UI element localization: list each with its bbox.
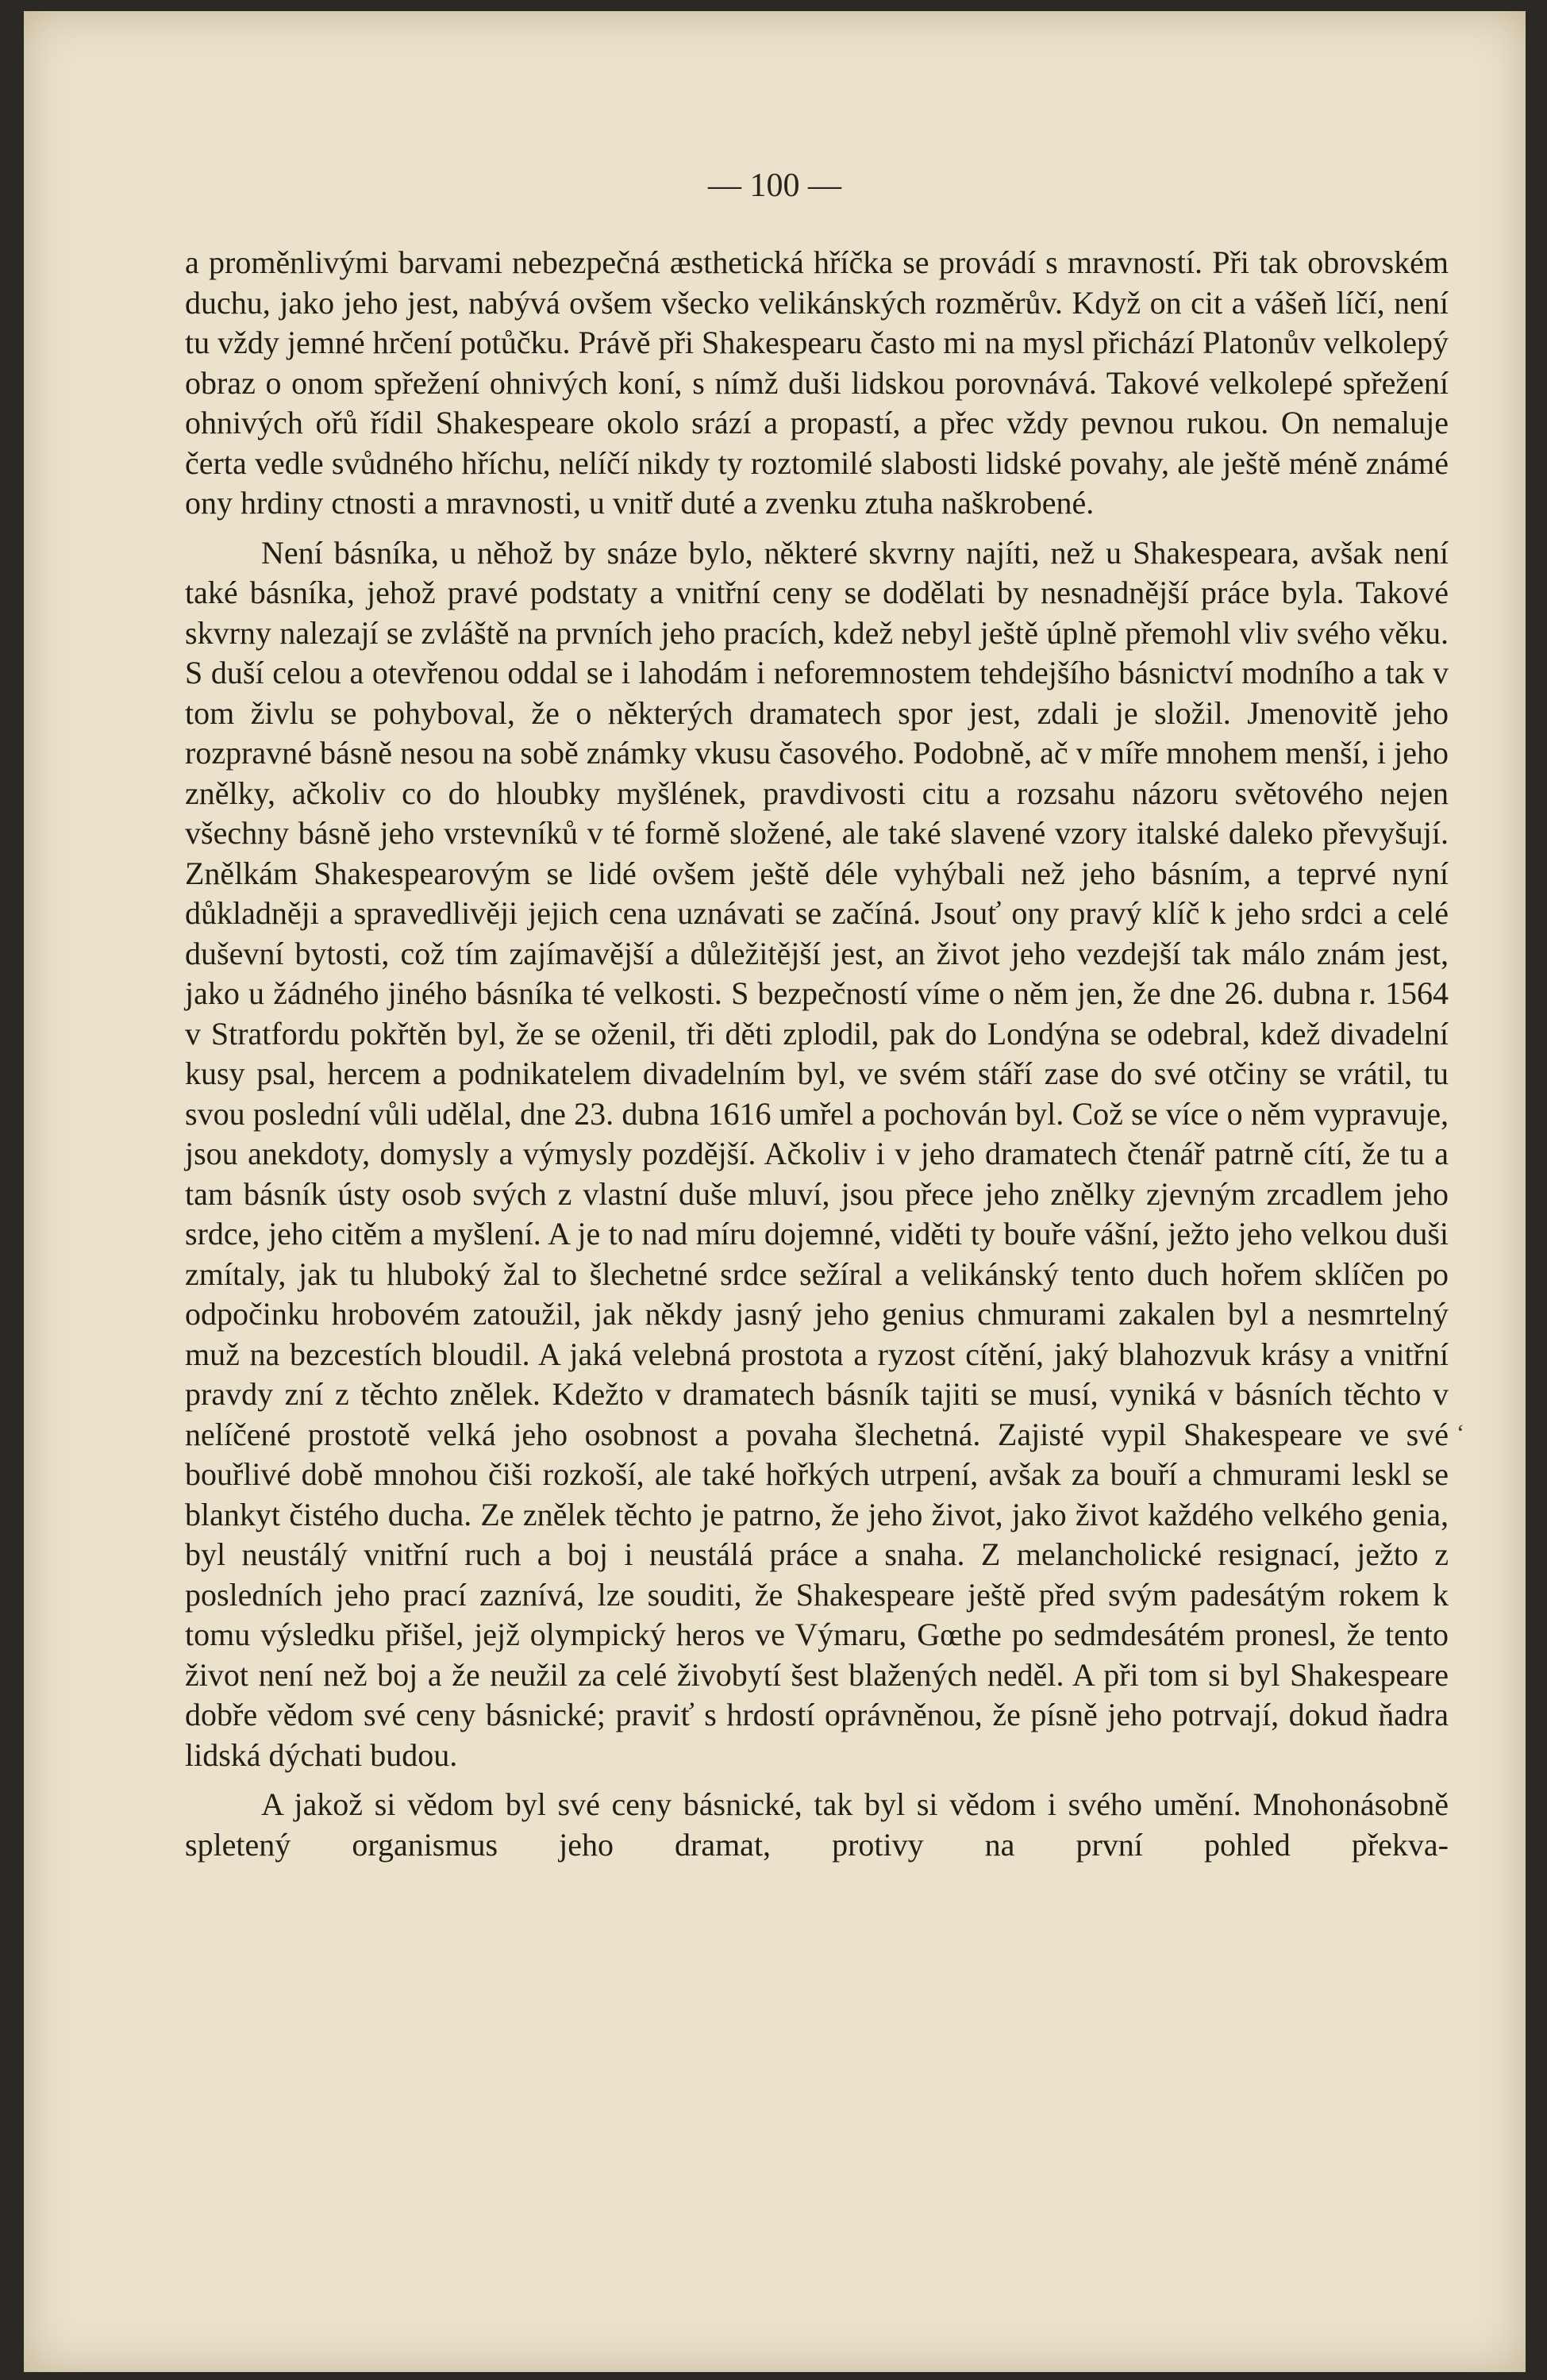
paragraph: a proměnlivými barvami nebezpečná æsthetická hříčka se provádí s mravností. Při tak obrovském duchu, jako jeho jest, nabývá ovšem všecko velikánských rozměrův. Když on cit a vášeň líčí, není tu vždy jemné hrčení potůčku. Právě při Shakespearu často mi na mysl přichází Platonův velkolepý obraz o onom spřežení ohnivých koní, s nímž duši lidskou porovnává. Takové velkolepé spřežení ohnivých ořů řídil Shakespeare okolo srází a propastí, a přec vždy pevnou rukou. On nemaluje čerta vedle svůdného hříchu, nelíčí nikdy ty roztomilé slabosti lidské povahy, ale ještě méně známé ony hrdiny ctnosti a mravnosti, u vnitř duté a zvenku ztuha naškrobené. xyxy=(185,244,1449,521)
ink-mark-icon: ʻ xyxy=(1457,1420,1464,1446)
book-page xyxy=(24,11,1526,2372)
paragraph: Není básníka, u něhož by snáze bylo, některé skvrny najíti, než u Shakespeara, avšak není také básníka, jehož pravé podstaty a vnitřní ceny se dodělati by nesnadnější práce byla. Takové skvrny nalezají se zvláště na prvních jeho pracích, kdež nebyl ještě úplně přemohl vliv svého věku. S duší celou a otevřenou oddal se i lahodám i neforemnostem tehdejšího básnictví modního a tak v tom živlu se pohyboval, že o některých dramatech spor jest, zdali je složil. Jmenovitě jeho rozpravné básně nesou na sobě známky vkusu časového. Podobně, ač v míře mnohem menší, i jeho znělky, ačkoliv co do hloubky myšlének, pravdivosti citu a rozsahu názoru světového nejen všechny básně jeho vrstevníků v té formě složené, ale také slavené vzory italské daleko převyšují. Znělkám Shakespearovým se lidé ovšem ještě déle vyhýbali než jeho básním, a teprvé nyní důkladněji a spravedlivěji jejich cena uznávati se začíná. Jsouť ony pravý klíč k jeho srdci a celé duševní bytosti, což tím zajímavější a důležitější jest, an život jeho vezdejší tak málo znám jest, jako u žádného jiného básníka té velkosti. S bezpečností víme o něm jen, že dne 26. dubna r. 1564 v Stratfordu pokřtěn byl, že se oženil, tři děti zplodil, pak do Londýna se odebral, kdež divadelní kusy psal, hercem a podnikatelem divadelním byl, ve svém stáří zase do své otčiny se vrátil, tu svou poslední vůli udělal, dne 23. dubna 1616 umřel a pochován byl. Což se více o něm vypravuje, jsou anekdoty, domysly a výmysly pozdější. Ačkoliv i v jeho dramatech čtenář patrně cítí, že tu a tam básník ústy osob svých z vlastní duše mluví, jsou přece jeho znělky zjevným zrcadlem jeho srdce, jeho citěm a myšlení. A je to nad míru dojemné, viděti ty bouře vášní, ježto jeho velkou duši zmítaly, jak tu hluboký žal to šlechetné srdce sežíral a velikánský tento duch hořem sklíčen po odpočinku hrobovém zatoužil, jak někdy jasný jeho genius chmurami zakalen byl a nesmrtelný muž na bezcestích bloudil. A jaká velebná prostota a ryzost cítění, jaký blahozvuk krásy a vnitřní pravdy zní z těchto znělek. Kdežto v dramatech básník tajiti se musí, vyniká v básních těchto v nelíčené prostotě velká jeho osobnost a povaha šlechetná. Zajisté vypil Shakespeare ve své bouřlivé době mnohou čiši rozkoší, ale také hořkých utrpení, avšak za bouří a chmurami leskl se blankyt čistého ducha. Ze znělek těchto je patrno, že jeho život, jako život každého velkého genia, byl neustálý vnitřní ruch a boj i neustálá práce a snaha. Z melancholické resignací, ježto z posledních jeho prací zaznívá, lze souditi, že Shakespeare ještě před svým padesátým rokem k tomu výsledku přišel, jejž olympický heros ve Výmaru, Gœthe po sedmdesátém pronesl, že tento život není než boj a že neužil za celé živobytí šest blažených neděl. A při tom si byl Shakespeare dobře vědom své ceny básnické; praviť s hrdostí oprávněnou, že písně jeho potrvají, dokud ňadra lidská dýchati budou. xyxy=(185,534,1449,1773)
paragraph: A jakož si vědom byl své ceny básnické, tak byl si vědom i svého umění. Mnohonásobně spletený organismus jeho dramat, protivy na první pohled překva- xyxy=(185,1786,1449,1863)
body-text xyxy=(185,243,1449,1865)
page-number-header: — 100 — xyxy=(708,167,841,204)
